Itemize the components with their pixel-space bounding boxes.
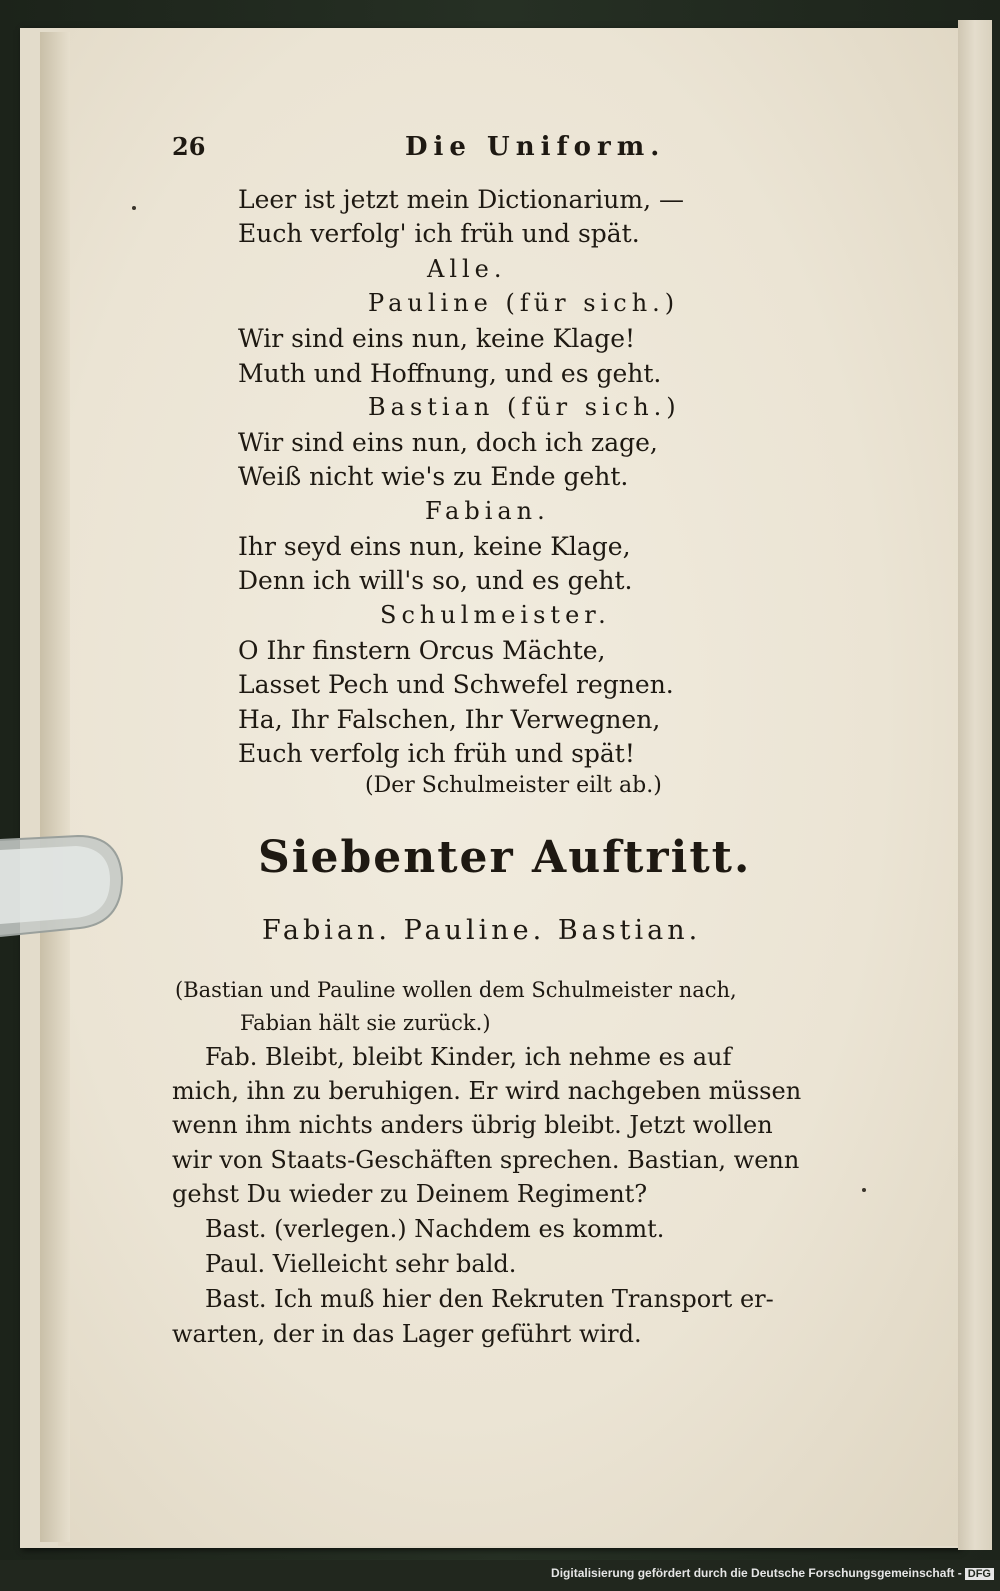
prose-line: Bast. (verlegen.) Nachdem es kommt. [205,1215,665,1243]
stage-direction: Fabian hält sie zurück.) [240,1011,491,1035]
verse-line: Euch verfolg' ich früh und spät. [238,219,640,248]
verse-line: Wir sind eins nun, doch ich zage, [238,428,658,457]
prose-line: Fab. Bleibt, bleibt Kinder, ich nehme es auf [205,1043,732,1071]
verse-line: Euch verfolg ich früh und spät! [238,739,635,768]
stage-direction: (Bastian und Pauline wollen dem Schulmeister nach, [175,978,737,1002]
speaker-label: Schulmeister. [380,601,611,629]
speaker-label: Bastian (für sich.) [368,393,681,421]
running-head: Die Uniform. [405,132,666,162]
verse-line: Muth und Hoffnung, und es geht. [238,359,662,388]
cast-list: Fabian. Pauline. Bastian. [262,915,702,946]
speaker-label: Alle. [427,255,507,283]
verse-line: Ihr seyd eins nun, keine Klage, [238,532,631,561]
facing-page-edge [958,20,1000,1550]
stage-direction: (Der Schulmeister eilt ab.) [365,773,662,798]
prose-line: warten, der in das Lager geführt wird. [172,1320,642,1348]
credit-text: Digitalisierung gefördert durch die Deutsche Forschungsgemeinschaft - [551,1566,962,1580]
verse-line: O Ihr finstern Orcus Mächte, [238,636,606,665]
prose-line: gehst Du wieder zu Deinem Regiment? [172,1180,648,1208]
digitization-credit [551,1566,994,1580]
speaker-label: Fabian. [425,497,550,525]
verse-line: Weiß nicht wie's zu Ende geht. [238,462,629,491]
ink-speck [132,206,136,210]
prose-line: wir von Staats-Geschäften sprechen. Bastian, wenn [172,1146,800,1174]
page-gutter [40,32,70,1542]
page-number: 26 [172,132,206,161]
page-clip-icon [0,828,125,940]
prose-line: Paul. Vielleicht sehr bald. [205,1250,517,1278]
dfg-logo-icon: DFG [965,1568,994,1580]
speaker-label: Pauline (für sich.) [368,289,680,317]
verse-line: Denn ich will's so, und es geht. [238,566,633,595]
prose-line: wenn ihm nichts anders übrig bleibt. Jetzt wollen [172,1111,773,1139]
prose-line: mich, ihn zu beruhigen. Er wird nachgeben müssen [172,1077,802,1105]
verse-line: Leer ist jetzt mein Dictionarium, — [238,185,684,214]
verse-line: Ha, Ihr Falschen, Ihr Verwegnen, [238,705,661,734]
verse-line: Lasset Pech und Schwefel regnen. [238,670,674,699]
verse-line: Wir sind eins nun, keine Klage! [238,324,636,353]
scene-title: Siebenter Auftritt. [258,832,752,883]
ink-speck [862,1188,866,1192]
prose-line: Bast. Ich muß hier den Rekruten Transport er- [205,1285,774,1313]
